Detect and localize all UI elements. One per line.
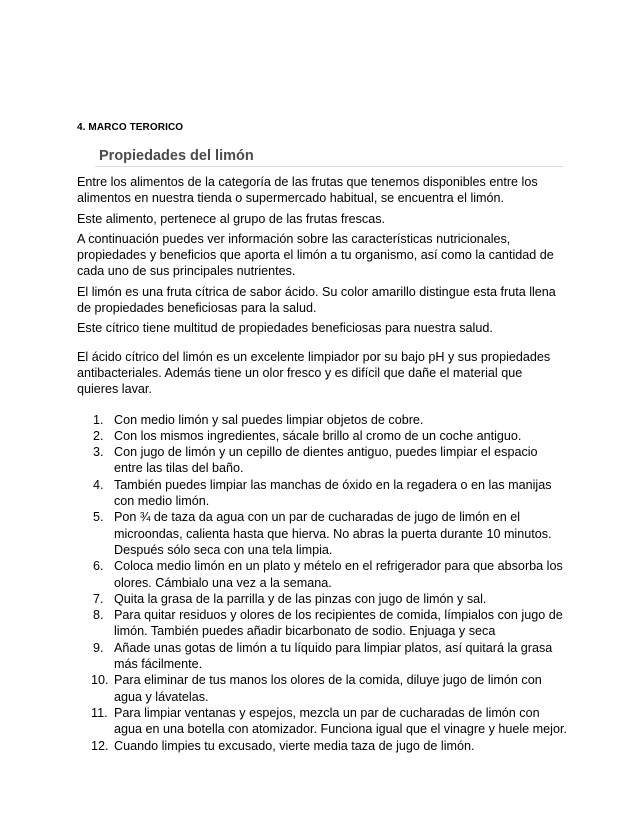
list-item-text: Para limpiar ventanas y espejos, mezcla un par de cucharadas de limón con agua en una botella con atomizador. Funciona igual que el vinagre y huele mejor. [114,705,567,737]
list-item [77,640,567,673]
list-item [77,428,567,444]
list-item [77,477,567,510]
list-number: 2. [93,428,104,443]
document-body [77,174,567,754]
paragraph: Este alimento, pertenece al grupo de las frutas frescas. [77,211,386,226]
list-item-text: Con medio limón y sal puedes limpiar objetos de cobre. [114,412,424,427]
list-item-text: Para quitar residuos y olores de los recipientes de comida, límpialos con jugo de limón. También puedes añadir bicarbonato de sodio. Enjuaga y seca [114,608,563,639]
list-number: 12. [91,738,109,753]
cleaning-tips-list [77,412,567,754]
heading-divider [95,166,563,167]
list-number: 11. [91,705,108,720]
paragraph: A continuación puedes ver información sobre las características nutricionales, propiedades y beneficios que aporta el limón a tu organismo, así como la cantidad de cada uno de sus principales nutrientes. [77,231,554,279]
list-item [77,412,567,428]
list-number: 7. [93,591,104,606]
paragraph: Entre los alimentos de la categoría de las frutas que tenemos disponibles entre los alimentos en nuestra tienda o supermercado habitual, se encuentra el limón. [77,175,538,206]
list-number: 8. [93,608,104,623]
subheading: Propiedades del limón [99,148,254,164]
list-number: 4. [93,477,104,492]
paragraph: Este cítrico tiene multitud de propiedades beneficiosas para nuestra salud. [77,321,493,336]
list-item-text: Coloca medio limón en un plato y mételo en el refrigerador para que absorba los olores. Cámbialo una vez a la semana. [114,559,563,590]
list-item [77,444,567,477]
list-number: 10. [91,673,109,688]
list-item-text: Con los mismos ingredientes, sácale brillo al cromo de un coche antiguo. [114,428,522,443]
list-number: 5. [93,510,104,525]
list-number: 6. [93,559,104,574]
list-item-text: Añade unas gotas de limón a tu líquido para limpiar platos, así quitará la grasa más fácilmente. [114,640,553,672]
list-item [77,738,567,754]
list-item-text: Quita la grasa de la parrilla y de las pinzas con jugo de limón y sal. [114,591,487,606]
list-number: 3. [93,445,104,460]
section-heading: 4. MARCO TERORICO [77,122,184,133]
list-item [77,591,567,607]
paragraph: El limón es una fruta cítrica de sabor ácido. Su color amarillo distingue esta fruta llena de propiedades beneficiosas para la salud. [77,284,556,316]
list-item-text: Pon ¾ de taza da agua con un par de cucharadas de jugo de limón en el microondas, calienta hasta que hierva. No abras la puerta durante 10 minutos. Después sólo seca con una tela limpia. [114,510,552,557]
list-item [77,705,567,738]
list-item [77,558,567,591]
list-item-text: También puedes limpiar las manchas de óxido en la regadera o en las manijas con medio limón. [114,477,552,509]
list-number: 9. [93,640,104,655]
list-item [77,509,567,558]
list-item [77,672,567,705]
list-item-text: Con jugo de limón y un cepillo de dientes antiguo, puedes limpiar el espacio entre las tilas del baño. [114,445,538,476]
paragraph: El ácido cítrico del limón es un excelente limpiador por su bajo pH y sus propiedades antibacteriales. Además tiene un olor fresco y es difícil que dañe el material que quieres lavar. [77,349,551,397]
list-item-text: Cuando limpies tu excusado, vierte media taza de jugo de limón. [114,738,475,753]
list-number: 1. [93,412,104,427]
list-item [77,607,567,640]
list-item-text: Para eliminar de tus manos los olores de la comida, diluye jugo de limón con agua y lávatelas. [114,673,542,704]
